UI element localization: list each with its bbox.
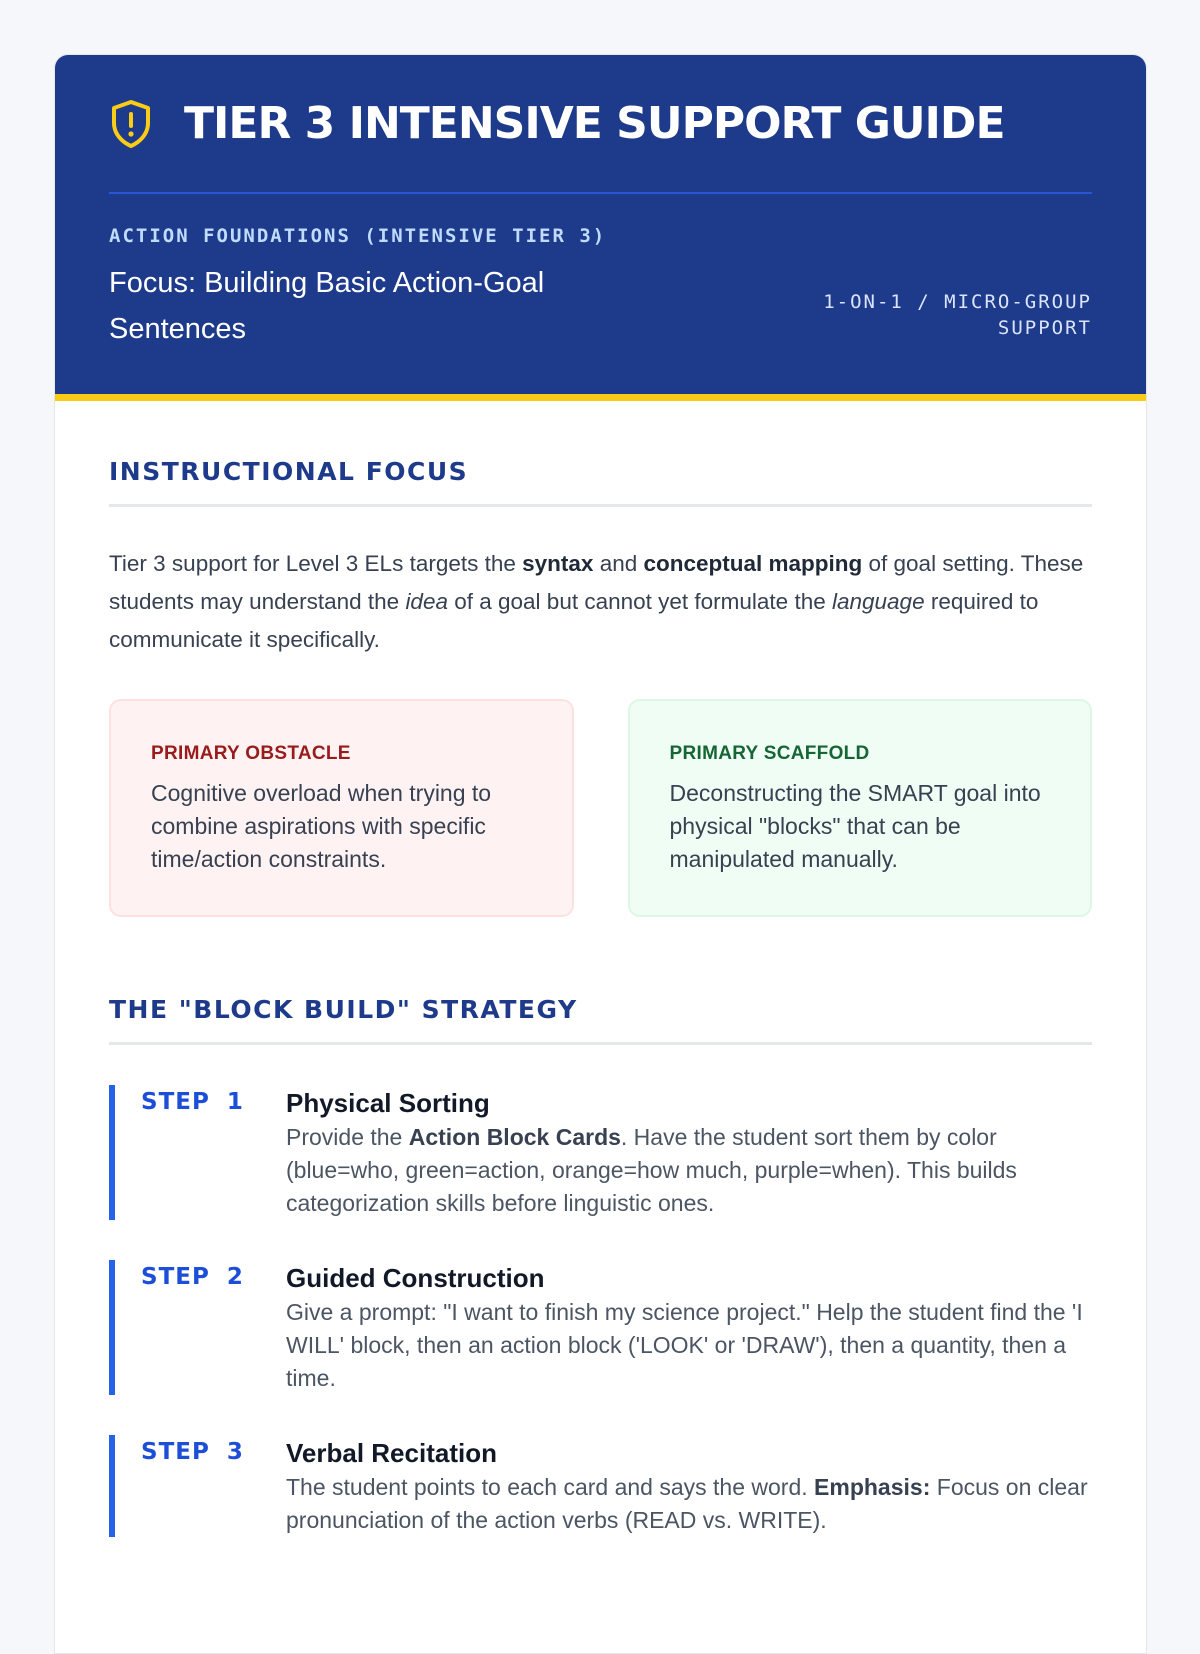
- step-text-part: Focus on clear pronunciation of the action verbs (READ vs. WRITE).: [286, 1474, 1088, 1533]
- obstacle-scaffold-boxes: [109, 699, 1092, 917]
- step-text-bold: Emphasis:: [814, 1474, 931, 1500]
- scaffold-text: Deconstructing the SMART goal into physical "blocks" that can be manipulated manually.: [669, 780, 1041, 872]
- step-title: Guided Construction: [286, 1263, 545, 1293]
- program-eyebrow: ACTION FOUNDATIONS (INTENSIVE TIER 3): [109, 225, 607, 247]
- step-text-part: Provide the: [286, 1124, 409, 1150]
- guide-body: [55, 401, 1146, 1537]
- instructional-focus-heading: INSTRUCTIONAL FOCUS: [109, 457, 1092, 507]
- instructional-intro: [109, 545, 1092, 659]
- focus-subtitle: Focus: Building Basic Action-Goal Sentences: [109, 267, 545, 345]
- intro-italic: language: [831, 589, 925, 614]
- block-build-heading: THE "BLOCK BUILD" STRATEGY: [109, 995, 1092, 1045]
- primary-obstacle-box: [109, 699, 574, 917]
- step-text: [286, 1471, 1092, 1537]
- step-title: Physical Sorting: [286, 1088, 490, 1118]
- guide-header: [55, 55, 1146, 401]
- page-title: TIER 3 INTENSIVE SUPPORT GUIDE: [184, 98, 1005, 149]
- intro-text: required to communicate it specifically.: [109, 589, 1039, 652]
- scaffold-label: PRIMARY SCAFFOLD: [669, 743, 870, 764]
- step-title: Verbal Recitation: [286, 1438, 497, 1468]
- step-label: STEP 1: [141, 1089, 244, 1115]
- step-label: STEP 2: [141, 1264, 244, 1290]
- intro-text: of a goal but cannot yet formulate the: [447, 589, 832, 614]
- step-text-part: . Have the student sort them by color (blue=who, green=action, orange=how much, purple=when). This builds categorization skills before linguistic ones.: [286, 1124, 1017, 1216]
- intro-bold: conceptual mapping: [643, 551, 863, 576]
- step-content: [286, 1435, 1092, 1537]
- step-text-bold: Action Block Cards: [408, 1124, 621, 1150]
- primary-scaffold-box: [628, 699, 1093, 917]
- step-label: STEP 3: [141, 1439, 244, 1465]
- step-content: [286, 1260, 1092, 1395]
- step-content: [286, 1085, 1092, 1220]
- step-text: Give a prompt: "I want to finish my science project." Help the student find the 'I WILL' block, then an action block ('LOOK' or 'DRAW'), then a quantity, then a time.: [286, 1299, 1083, 1391]
- step-text-part: The student points to each card and says the word.: [286, 1474, 815, 1500]
- support-guide-card: [54, 54, 1147, 1654]
- intro-italic: idea: [405, 589, 448, 614]
- title-row: [109, 55, 1092, 194]
- intro-text: Tier 3 support for Level 3 ELs targets the: [109, 551, 523, 576]
- obstacle-text: Cognitive overload when trying to combine aspirations with specific time/action constraints.: [151, 780, 492, 872]
- step-text: [286, 1121, 1092, 1220]
- step-item: [109, 1260, 1092, 1395]
- intro-text: and: [593, 551, 644, 576]
- intro-text: of goal setting. These students may understand the: [109, 551, 1084, 614]
- step-item: [109, 1435, 1092, 1537]
- support-format-label: 1-ON-1 / MICRO-GROUP SUPPORT: [823, 291, 1092, 339]
- intro-bold: syntax: [522, 551, 594, 576]
- strategy-steps: [109, 1085, 1092, 1537]
- step-item: [109, 1085, 1092, 1220]
- obstacle-label: PRIMARY OBSTACLE: [151, 743, 351, 764]
- shield-alert-icon: [109, 99, 153, 149]
